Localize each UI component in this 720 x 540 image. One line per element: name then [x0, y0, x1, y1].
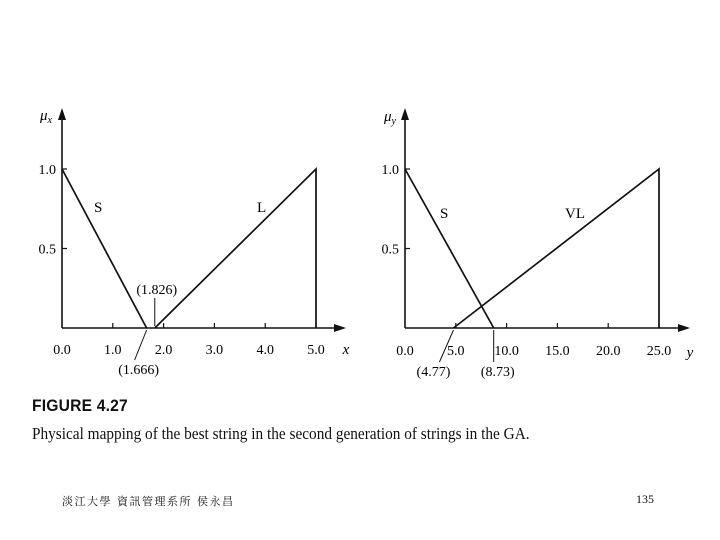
- chart2-x-tick-label: 0.0: [396, 344, 414, 359]
- chart1-y-axis-arrow: [58, 108, 66, 120]
- chart1-x-tick-label: 2.0: [154, 343, 173, 358]
- chart1-annotation-lower-leader: [135, 330, 147, 360]
- chart1-series-s: [62, 169, 147, 328]
- chart2-series-s: [405, 169, 494, 328]
- chart1-y-tick-label: 0.5: [38, 242, 56, 258]
- chart2-annotation-right: (8.73): [480, 365, 515, 380]
- chart1-x-tick-label: 1.0: [104, 343, 122, 358]
- footer-author: 淡江大學 資訊管理系所 侯永昌: [62, 495, 235, 508]
- chart2-annotation-left: (4.77): [416, 365, 451, 380]
- chart2-x-tick-label: 5.0: [447, 344, 465, 359]
- chart1-x-tick-label: 3.0: [205, 343, 224, 358]
- chart1-series-l: [155, 169, 316, 328]
- chart2-series-label-s: S: [440, 206, 449, 222]
- chart1-y-tick-label: 1.0: [38, 163, 56, 178]
- figure-label: FIGURE 4.27: [32, 396, 128, 415]
- chart1-x-tick-label: 5.0: [307, 343, 325, 358]
- chart2-x-tick-label: 15.0: [545, 344, 570, 359]
- chart1-x-tick-label: 0.0: [53, 343, 71, 358]
- chart2-series-vl: [454, 169, 660, 328]
- chart2-y-tick-label: 1.0: [381, 163, 399, 178]
- chart2-x-axis-label: y: [686, 345, 694, 361]
- page-number: 135: [636, 492, 654, 506]
- chart1-y-axis-label-sub: x: [47, 115, 52, 126]
- chart1-annotation-lower: (1.666): [118, 363, 160, 378]
- chart1-series-label-s: S: [94, 200, 103, 216]
- chart2-x-tick-label: 20.0: [595, 344, 621, 359]
- chart1-annotation-upper: (1.826): [136, 283, 178, 298]
- chart1-x-tick-label: 4.0: [256, 343, 274, 358]
- chart1-y-axis-label: $\mu_x$: [40, 108, 52, 126]
- chart2-x-axis-arrow: [678, 324, 690, 332]
- chart2-y-axis-label: $\mu_y$: [384, 109, 396, 127]
- chart2-y-axis-label-sub: y: [391, 116, 396, 127]
- chart2-series-label-vl: VL: [565, 206, 585, 222]
- chart1-x-axis-label: x: [342, 342, 350, 358]
- chart2-y-axis-arrow: [401, 108, 409, 120]
- chart2-x-tick-label: 10.0: [494, 344, 519, 359]
- chart1-series-label-l: L: [257, 200, 267, 216]
- chart2-y-tick-label: 0.5: [381, 242, 399, 258]
- chart2-x-tick-label: 25.0: [646, 344, 672, 359]
- chart1-x-axis-arrow: [334, 324, 346, 332]
- figure-caption: Physical mapping of the best string in the second generation of strings in the GA.: [32, 424, 530, 443]
